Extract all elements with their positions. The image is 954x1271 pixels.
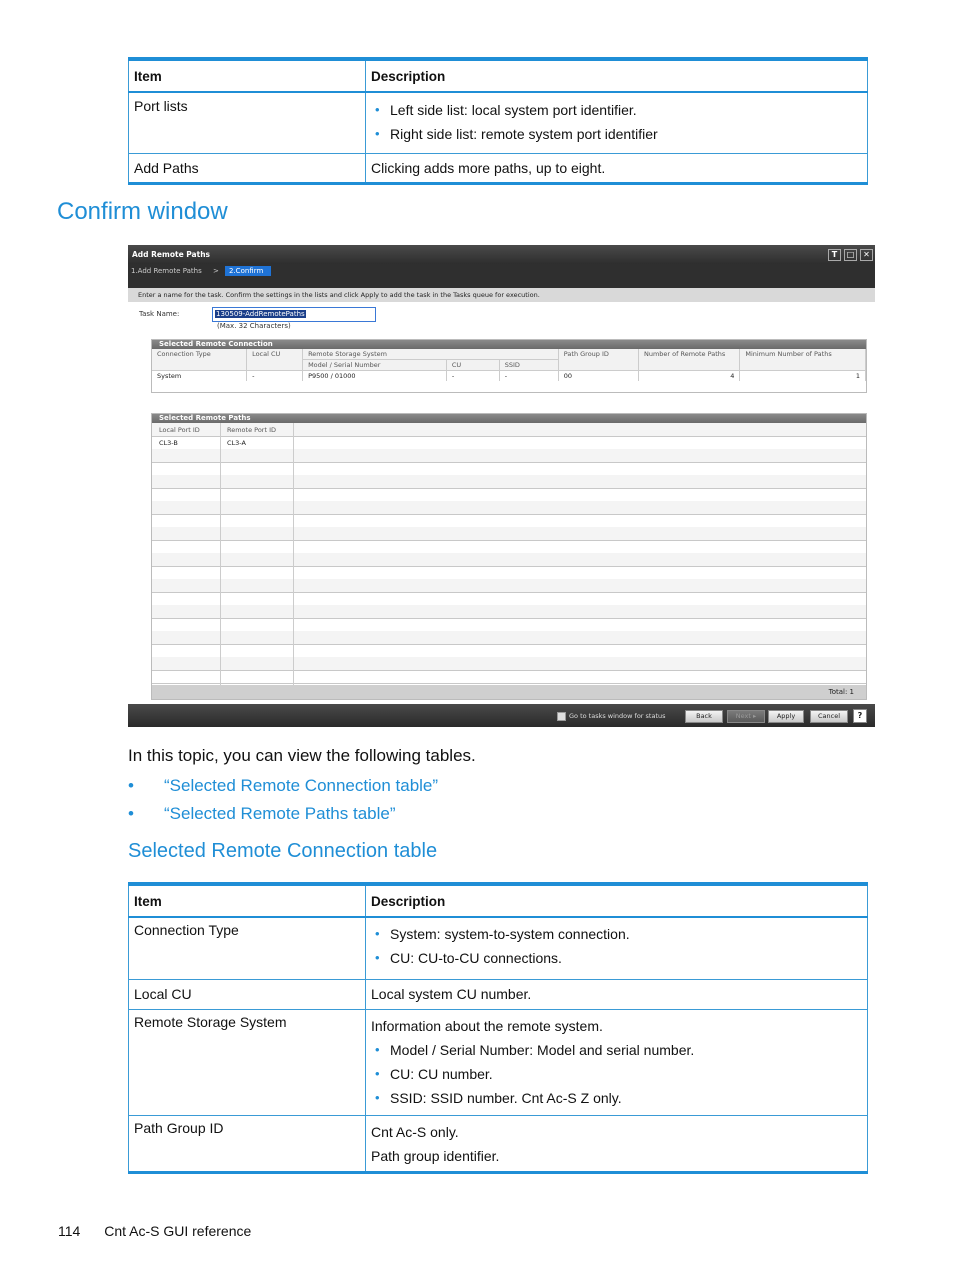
header-item: Item: [129, 59, 366, 92]
description-text: Local system CU number.: [371, 986, 532, 1002]
go-to-tasks-label: Go to tasks window for status: [569, 712, 666, 720]
item-cell: [129, 1115, 366, 1172]
col-remote-port-id[interactable]: Remote Port ID: [227, 426, 277, 434]
bullet-item: • SSID: SSID number. Cnt Ac-S Z only.: [371, 1086, 862, 1110]
empty-table-row: [152, 527, 866, 541]
description-text: Information about the remote system.: [371, 1017, 603, 1034]
empty-table-row: [152, 605, 866, 619]
description-cell: [366, 153, 868, 183]
table-row[interactable]: [152, 436, 866, 450]
item-label: Path Group ID: [134, 1119, 224, 1136]
step-add-remote-paths: 1.Add Remote Paths: [131, 267, 202, 275]
cell-model: P9500 / 01000: [303, 371, 447, 382]
cell-pgid: 00: [558, 371, 638, 382]
paths-table: [152, 423, 866, 685]
cell-ssid: -: [499, 371, 558, 382]
bullet-item: • Left side list: local system port identifier.: [371, 98, 862, 122]
empty-table-row: [152, 592, 866, 606]
description-cell: [366, 1009, 868, 1115]
item-cell: [129, 153, 366, 183]
col-model-serial[interactable]: Model / Serial Number: [303, 360, 447, 371]
topic-links: [128, 772, 438, 828]
empty-table-row: [152, 566, 866, 580]
link-selected-remote-connection-table[interactable]: “Selected Remote Connection table”: [164, 776, 439, 795]
bullet-item: • CU: CU number.: [371, 1062, 862, 1086]
window-titlebar: [128, 245, 875, 264]
empty-table-row: [152, 670, 866, 684]
col-local-port-id[interactable]: Local Port ID: [159, 426, 200, 434]
empty-table-row: [152, 514, 866, 528]
cell-num: 4: [638, 371, 739, 382]
item-label: Local CU: [134, 986, 192, 1002]
window-footer: [128, 704, 875, 727]
link-selected-remote-paths-table[interactable]: “Selected Remote Paths table”: [164, 804, 396, 823]
col-minimum-number-of-paths[interactable]: Minimum Number of Paths: [740, 349, 866, 371]
description-line: Cnt Ac-S only.: [371, 1123, 459, 1140]
ui-description-table: [128, 57, 868, 185]
step-separator: >: [213, 267, 219, 275]
selected-remote-connection-panel: [151, 339, 867, 393]
description-line: Path group identifier.: [371, 1147, 500, 1164]
next-button[interactable]: Next ▸: [727, 710, 765, 723]
apply-button[interactable]: Apply: [768, 710, 804, 723]
item-label: Add Paths: [134, 159, 199, 176]
cell-local-port: CL3-B: [159, 439, 178, 447]
col-remote-storage-system: Remote Storage System: [303, 349, 559, 360]
col-connection-type[interactable]: Connection Type: [152, 349, 247, 371]
cell-min: 1: [740, 371, 866, 382]
empty-table-row: [152, 631, 866, 645]
item-label: Connection Type: [134, 922, 239, 938]
column-divider: [220, 423, 221, 685]
col-cu[interactable]: CU: [446, 360, 499, 371]
empty-table-row: [152, 540, 866, 554]
column-divider: [293, 423, 294, 685]
description-text: Clicking adds more paths, up to eight.: [371, 159, 606, 176]
task-name-value: 130509-AddRemotePaths: [216, 310, 305, 318]
step-confirm: 2.Confirm: [225, 266, 271, 276]
intro-text: In this topic, you can view the following tables.: [128, 746, 476, 765]
back-button[interactable]: Back: [685, 710, 723, 723]
bullet-item: • CU: CU-to-CU connections.: [371, 946, 862, 970]
empty-table-row: [152, 579, 866, 593]
panel-title: Selected Remote Connection: [152, 340, 866, 349]
item-cell: [129, 979, 366, 1009]
header-description: Description: [366, 884, 868, 917]
empty-table-row: [152, 553, 866, 567]
table-header-row: [152, 349, 866, 360]
col-local-cu[interactable]: Local CU: [247, 349, 303, 371]
item-cell: [129, 917, 366, 979]
section-heading: Selected Remote Connection table: [128, 840, 438, 862]
col-number-of-remote-paths[interactable]: Number of Remote Paths: [638, 349, 739, 371]
header-description: Description: [366, 59, 868, 92]
link-item: [128, 772, 438, 800]
page-number: 114: [58, 1223, 81, 1239]
total-count: Total: 1: [828, 688, 854, 696]
description-cell: [366, 1115, 868, 1172]
close-icon[interactable]: ✕: [860, 249, 873, 261]
pin-icon[interactable]: T: [828, 249, 841, 261]
empty-table-row: [152, 501, 866, 515]
table-row[interactable]: [152, 371, 866, 382]
maximize-icon[interactable]: □: [844, 249, 857, 261]
go-to-tasks-checkbox[interactable]: [557, 712, 566, 721]
item-label: Remote Storage System: [134, 1013, 287, 1030]
item-label: Port lists: [134, 98, 188, 114]
empty-table-row: [152, 644, 866, 658]
connection-table: [152, 349, 866, 381]
selected-remote-paths-panel: [151, 413, 867, 700]
empty-table-row: [152, 449, 866, 463]
link-item: [128, 800, 438, 828]
bullet-item: • Model / Serial Number: Model and serial number.: [371, 1038, 862, 1062]
header-item: Item: [129, 884, 366, 917]
bullet-item: • Right side list: remote system port identifier: [371, 122, 862, 146]
instruction-text: Enter a name for the task. Confirm the settings in the lists and click Apply to add the task in the Tasks queue for execution.: [138, 291, 540, 299]
description-cell: [366, 917, 868, 979]
instruction-bar: [128, 288, 875, 302]
description-cell: [366, 979, 868, 1009]
page-footer: [58, 1223, 251, 1239]
empty-table-row: [152, 462, 866, 476]
col-ssid[interactable]: SSID: [499, 360, 558, 371]
cancel-button[interactable]: Cancel: [810, 710, 848, 723]
window-title: Add Remote Paths: [132, 250, 211, 259]
total-bar: [152, 685, 866, 699]
task-name-input[interactable]: [212, 307, 376, 322]
bullet-item: • System: system-to-system connection.: [371, 922, 862, 946]
empty-table-row: [152, 657, 866, 671]
cell-local-cu: -: [247, 371, 303, 382]
cell-cu: -: [446, 371, 499, 382]
footer-title: Cnt Ac-S GUI reference: [104, 1223, 252, 1239]
confirm-window-heading: Confirm window: [57, 198, 228, 225]
confirm-window-screenshot: [128, 245, 875, 727]
description-cell: [366, 92, 868, 153]
wizard-steps: [128, 264, 875, 288]
table-header-row: [152, 423, 866, 437]
col-path-group-id[interactable]: Path Group ID: [558, 349, 638, 371]
task-name-label: Task Name:: [139, 310, 180, 318]
cell-type: System: [152, 371, 247, 382]
panel-title: Selected Remote Paths: [152, 414, 866, 423]
empty-table-row: [152, 618, 866, 632]
help-icon[interactable]: ?: [853, 709, 867, 723]
task-name-hint: (Max. 32 Characters): [217, 322, 291, 330]
cell-remote-port: CL3-A: [227, 439, 246, 447]
empty-table-row: [152, 475, 866, 489]
item-cell: [129, 92, 366, 153]
empty-table-row: [152, 488, 866, 502]
item-cell: [129, 1009, 366, 1115]
connection-description-table: [128, 882, 868, 1174]
